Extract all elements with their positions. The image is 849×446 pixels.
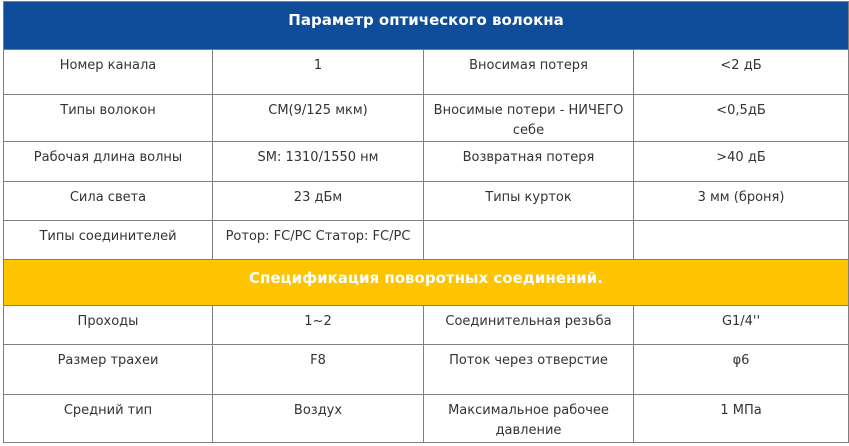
param-label: Номер канала [4, 50, 213, 95]
param-value: 1 [213, 50, 424, 95]
optical-fiber-header: Параметр оптического волокна [4, 2, 849, 50]
param-value: СМ(9/125 мкм) [213, 95, 424, 142]
param-label: Сила света [4, 182, 213, 221]
param-label: Поток через отверстие [424, 345, 634, 395]
param-value: Воздух [213, 395, 424, 443]
rotary-joint-header: Спецификация поворотных соединений. [4, 260, 849, 306]
param-label: Типы соединителей [4, 221, 213, 260]
param-value: F8 [213, 345, 424, 395]
param-label: Вносимая потеря [424, 50, 634, 95]
param-label: Размер трахеи [4, 345, 213, 395]
param-label: Соединительная резьба [424, 306, 634, 345]
param-value: φ6 [634, 345, 849, 395]
param-value: 1 МПа [634, 395, 849, 443]
table-row [4, 95, 849, 142]
param-value: <0,5дБ [634, 95, 849, 142]
param-label: Максимальное рабочее давление [424, 395, 634, 443]
param-value: G1/4'' [634, 306, 849, 345]
table-row [4, 395, 849, 443]
param-label: Типы курток [424, 182, 634, 221]
section-header-row [4, 260, 849, 306]
table-row [4, 306, 849, 345]
param-label: Средний тип [4, 395, 213, 443]
param-value: <2 дБ [634, 50, 849, 95]
table-row [4, 182, 849, 221]
param-value [634, 221, 849, 260]
param-value: 3 мм (броня) [634, 182, 849, 221]
param-label: Возвратная потеря [424, 142, 634, 182]
table-row [4, 345, 849, 395]
table-row [4, 142, 849, 182]
spec-table [3, 1, 849, 443]
param-label: Типы волокон [4, 95, 213, 142]
param-value: SM: 1310/1550 нм [213, 142, 424, 182]
table-row [4, 50, 849, 95]
section-header-row [4, 2, 849, 50]
param-value: 1~2 [213, 306, 424, 345]
param-value: 23 дБм [213, 182, 424, 221]
param-label [424, 221, 634, 260]
param-value: >40 дБ [634, 142, 849, 182]
param-value: Ротор: FC/PC Статор: FC/PC [213, 221, 424, 260]
param-label: Проходы [4, 306, 213, 345]
param-label: Вносимые потери - НИЧЕГО себе [424, 95, 634, 142]
table-row [4, 221, 849, 260]
param-label: Рабочая длина волны [4, 142, 213, 182]
